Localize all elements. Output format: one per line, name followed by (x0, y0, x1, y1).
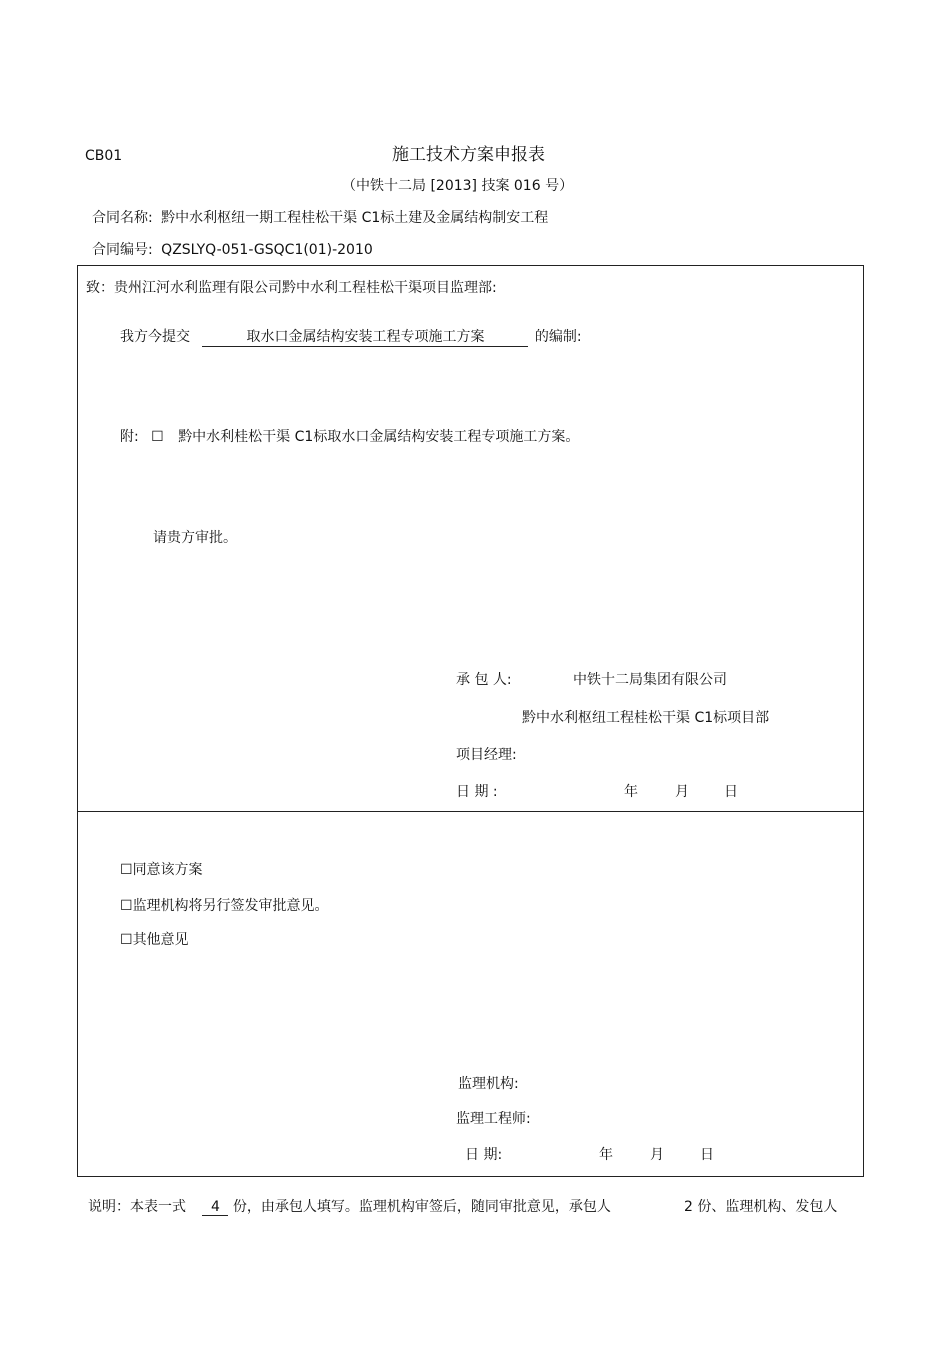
supervision-date-year: 年 (599, 1147, 613, 1163)
submit-prefix: 我方今提交 (120, 329, 190, 345)
submitted-plan-field: 取水口金属结构安装工程专项施工方案 (202, 330, 528, 347)
contract-name-row (92, 211, 548, 225)
supervision-date-day: 日 (700, 1147, 714, 1163)
project-manager-label: 项目经理: (456, 747, 517, 763)
approve-checkbox-icon[interactable]: ☐ (120, 862, 133, 878)
approval-request: 请贵方审批。 (153, 530, 237, 546)
contractor-date-day: 日 (724, 784, 738, 800)
attachment-label: 附: (120, 429, 139, 445)
footer-note-end: 2 份、监理机构、发包人 (684, 1199, 838, 1215)
document-number: （中铁十二局 [2013] 技案 016 号） (342, 178, 574, 194)
contractor-department: 黔中水利枢纽工程桂松干渠 C1标项目部 (522, 710, 770, 726)
contractor-date-year: 年 (624, 784, 638, 800)
contract-name-value: 黔中水利枢纽一期工程桂松干渠 C1标土建及金属结构制安工程 (161, 210, 549, 226)
option-other-label: 其他意见 (132, 932, 189, 948)
footer-copies: 4 (202, 1200, 228, 1216)
option-other[interactable] (120, 933, 189, 947)
contract-number-row (92, 243, 373, 257)
contract-number-value: QZSLYQ-051-GSQC1(01)-2010 (161, 242, 373, 258)
section-divider (77, 811, 864, 812)
contractor-date-month: 月 (675, 784, 689, 800)
footer-note-middle: 份，由承包人填写。监理机构审签后，随同审批意见，承包人 (232, 1199, 611, 1215)
contract-number-label: 合同编号: (92, 242, 153, 258)
attachment-row (120, 430, 579, 444)
contract-name-label: 合同名称: (92, 210, 153, 226)
form-code: CB01 (85, 148, 123, 164)
other-opinion-checkbox-icon[interactable]: ☐ (120, 932, 133, 948)
addressee-line: 致：贵州江河水利监理有限公司黔中水利工程桂松干渠项目监理部: (86, 280, 497, 296)
footer-note-prefix: 说明：本表一式 (88, 1199, 186, 1215)
supervision-date-month: 月 (650, 1147, 664, 1163)
submit-suffix: 的编制: (534, 329, 582, 345)
supervision-date-label: 日 期: (465, 1147, 503, 1163)
submit-row (120, 330, 582, 347)
footer-note (88, 1200, 611, 1216)
option-approve[interactable] (120, 863, 203, 877)
page-title: 施工技术方案申报表 (392, 145, 545, 165)
supervision-engineer-label: 监理工程师: (456, 1111, 531, 1127)
separate-opinion-checkbox-icon[interactable]: ☐ (120, 898, 133, 914)
contractor-name: 中铁十二局集团有限公司 (573, 672, 727, 688)
attachment-text: 黔中水利桂松干渠 C1标取水口金属结构安装工程专项施工方案。 (178, 429, 580, 445)
option-approve-label: 同意该方案 (132, 862, 203, 878)
option-separate-opinion-label: 监理机构将另行签发审批意见。 (132, 898, 329, 914)
contractor-label: 承 包 人: (456, 672, 512, 688)
option-separate-opinion[interactable] (120, 899, 329, 913)
supervision-org-label: 监理机构: (458, 1076, 519, 1092)
contractor-date-label: 日 期 : (456, 784, 498, 800)
attachment-checkbox-icon[interactable]: ☐ (151, 429, 164, 445)
